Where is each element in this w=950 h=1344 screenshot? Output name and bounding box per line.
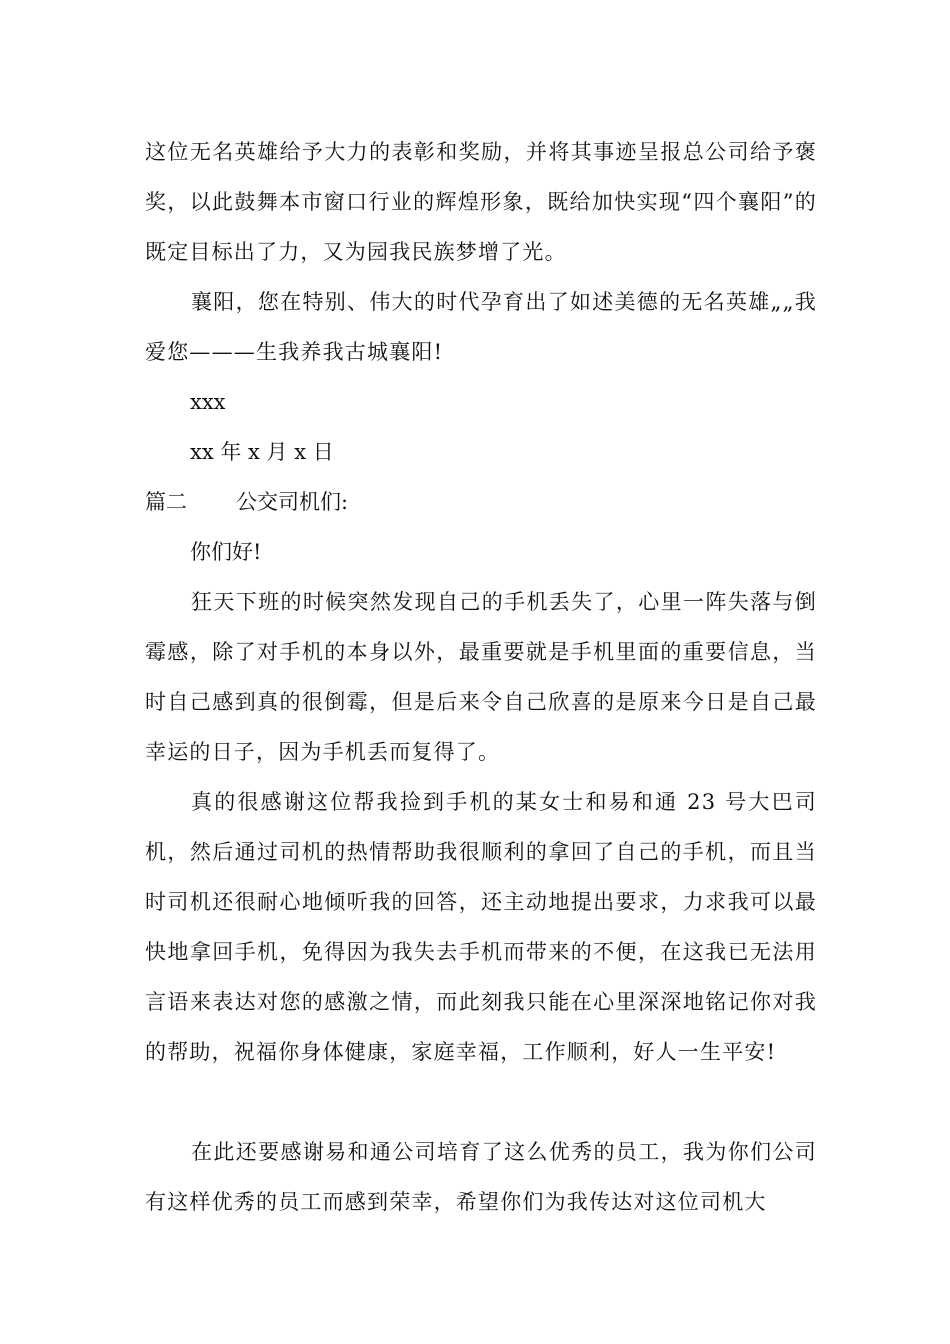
section-label: 篇二: [145, 490, 187, 514]
date-line: xx 年 x 月 x 日: [190, 440, 334, 464]
salutation: 公交司机们:: [236, 490, 349, 514]
signature: xxx: [190, 390, 226, 414]
paragraph-thanks-driver: 真的很感谢这位帮我捡到手机的某女士和易和通 23 号大巴司机，然后通过司机的热情帮助我很顺利的拿回了自己的手机，而且当时司机还很耐心地倾听我的回答，还主动地提出要求，力求我可以最快地拿回手机，免得因为我失去手机而带来的不便，在这我已无法用言语来表达对您的感激之情，而此刻我只能在心里深深地铭记你对我的帮助，祝福你身体健康，家庭幸福，工作顺利，好人一生平安!: [145, 790, 817, 1064]
paragraph-praise-continuation: 这位无名英雄给予大力的表彰和奖励，并将其事迹呈报总公司给予褒奖，以此鼓舞本市窗口行业的辉煌形象，既给加快实现“四个襄阳”的既定目标出了力，又为园我民族梦增了光。: [145, 140, 817, 264]
paragraph-lost-phone: 狂天下班的时候突然发现自己的手机丢失了，心里一阵失落与倒霉感，除了对手机的本身以外，最重要就是手机里面的重要信息，当时自己感到真的很倒霉，但是后来令自己欣喜的是原来今日是自己最幸运的日子，因为手机丢而复得了。: [145, 590, 817, 764]
greeting: 你们好!: [190, 540, 262, 564]
paragraph-xiangyang: 襄阳，您在特别、伟大的时代孕育出了如述美德的无名英雄„„我爱您———生我养我古城襄阳!: [145, 290, 817, 364]
paragraph-thanks-company: 在此还要感谢易和通公司培育了这么优秀的员工，我为你们公司有这样优秀的员工而感到荣幸，希望你们为我传达对这位司机大: [145, 1140, 817, 1214]
